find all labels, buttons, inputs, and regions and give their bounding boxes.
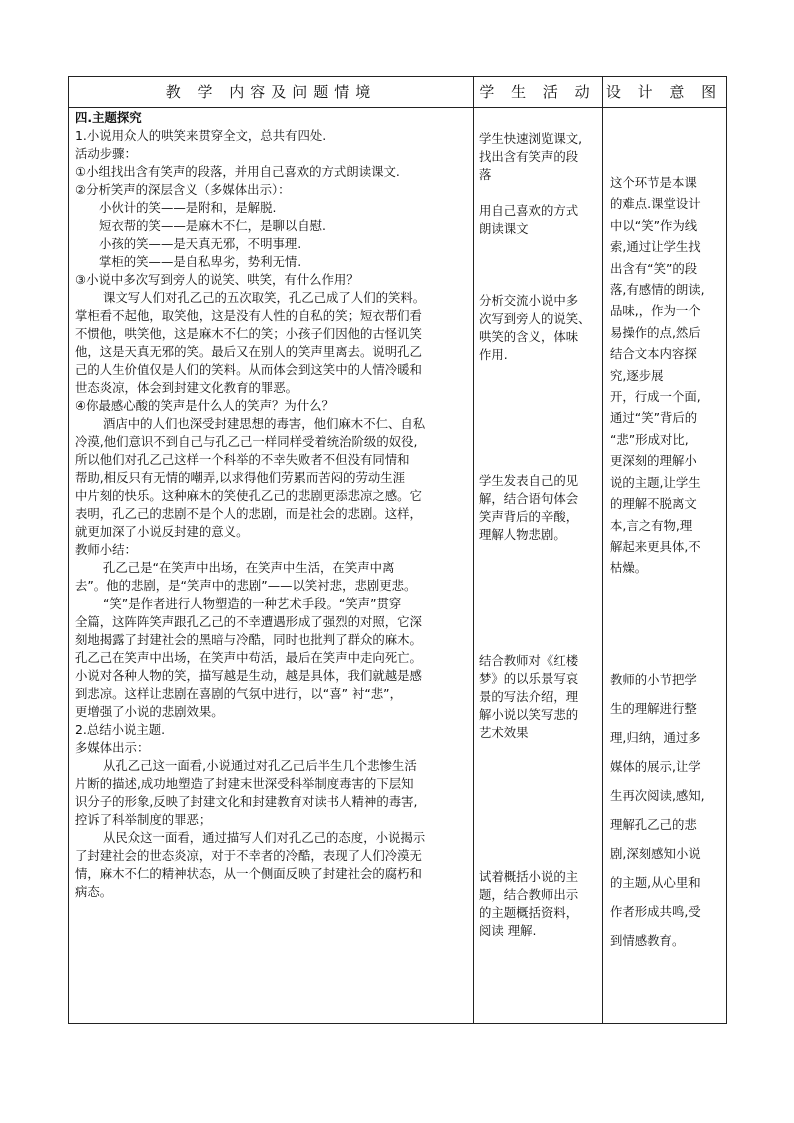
content-line: 教师小结： [75, 542, 137, 557]
content-line: 2.总结小说主题. [75, 722, 166, 737]
design-line: 理,归纳，通过多 [610, 729, 701, 745]
design-line: 剧,深刻感知小说 [610, 845, 701, 861]
content-line: 孔乙己是“在笑声中出场，在笑声中生活，在笑声中离 [103, 560, 395, 575]
design-line: 说的主题,让学生 [610, 474, 701, 490]
design-line: 教师的小节把学 [610, 671, 697, 687]
content-line: “笑”是作者进行人物塑造的一种艺术手段。“笑声”贯穿 [103, 596, 402, 611]
design-line: 结合文本内容探 [610, 346, 697, 362]
activity-line: 作用. [479, 347, 508, 362]
content-line: 更增强了小说的悲剧效果。 [75, 704, 224, 719]
activity-line: 景的写法介绍，理 [479, 689, 579, 704]
activity-line: 结合教师对《红楼 [479, 653, 579, 668]
activity-line: 朗读课文 [479, 221, 529, 236]
lesson-plan-table [68, 76, 727, 1024]
design-line: 这个环节是本课 [610, 175, 697, 190]
content-line: 从孔乙己这一面看,小说通过对孔乙己后半生几个悲惨生活 [103, 758, 417, 773]
content-line: 了封建社会的世态炎凉，对于不幸者的冷酷，表现了人们冷漠无 [75, 848, 422, 863]
content-line: 病态。 [75, 884, 113, 899]
activity-line: 题，结合教师出示 [479, 887, 579, 902]
design-line: 究,逐步展 [610, 367, 664, 383]
content-line: 小伙计的笑——是附和，是解脱. [99, 200, 277, 215]
activity-line: 学生发表自己的见 [479, 473, 579, 488]
header-student-activity: 学 生 活 动 [479, 83, 596, 101]
content-line: 孔乙己在笑声中出场，在笑声中苟活，最后在笑声中走向死亡。 [75, 650, 422, 665]
content-line: 己的人生价值仅是人们的笑料。从而体会到这笑中的人情冷暖和 [75, 362, 422, 377]
design-line: 品味,，作为一个 [610, 303, 701, 319]
content-line: ③小说中多次写到旁人的说笑、哄笑，有什么作用？ [75, 272, 359, 287]
content-line: 不惯他，哄笑他，这是麻木不仁的笑；小孩子们因他的古怪讥笑 [75, 326, 422, 341]
design-line: 的理解不脱离文 [610, 496, 697, 512]
design-line: 易操作的点,然后 [610, 324, 701, 340]
content-line: 片断的描述,成功地塑造了封建末世深受科举制度毒害的下层知 [75, 776, 414, 791]
activity-line: 学生快速浏览课文, [479, 131, 583, 146]
design-line: 的难点.课堂设计 [610, 196, 701, 212]
content-line: 小说对各种人物的笑，描写越是生动，越是具体，我们就越是感 [75, 668, 422, 683]
design-line: 到情感教育。 [610, 932, 685, 948]
activity-line: 次写到旁人的说笑、 [479, 311, 591, 326]
activity-line: 的主题概括资料， [479, 905, 579, 920]
content-line: 短衣帮的笑——是麻木不仁，是聊以自慰. [99, 218, 326, 233]
activity-line: 理解人物悲剧。 [479, 527, 566, 542]
content-line: 多媒体出示： [75, 740, 150, 755]
content-line: 就更加深了小说反封建的意义。 [75, 524, 249, 539]
content-line: 冷漠,他们意识不到自己与孔乙己一样同样受着统治阶级的奴役, [75, 434, 418, 449]
content-line: 他，这是天真无邪的笑。最后又在别人的笑声里离去。说明孔乙 [75, 344, 422, 359]
design-line: 生再次阅读,感知, [610, 787, 705, 803]
design-intent-cell [610, 172, 723, 955]
activity-line: 笑声背后的辛酸， [479, 509, 579, 524]
activity-line: 哄笑的含义，体味 [479, 329, 579, 344]
content-line: 刻地揭露了封建社会的黑暗与冷酷，同时也批判了群众的麻木。 [75, 632, 422, 647]
design-line: 中以“笑”作为线 [610, 217, 698, 233]
student-activity-cell [479, 130, 594, 940]
activity-line: 找出含有笑声的段 [479, 149, 579, 164]
design-line: 出含有“笑”的段 [610, 260, 698, 276]
content-line: 全篇，这阵阵笑声跟孔乙己的不幸遭遇形成了强烈的对照，它深 [75, 614, 422, 629]
content-line: 中片刻的快乐。这种麻木的笑使孔乙己的悲剧更添悲凉之感。它 [75, 488, 422, 503]
content-line: 酒店中的人们也深受封建思想的毒害，他们麻木不仁、自私 [103, 416, 426, 431]
activity-line: 梦》的以乐景写哀 [479, 671, 579, 686]
design-line: 更深刻的理解小 [610, 453, 697, 469]
column-divider [473, 77, 474, 1023]
activity-line: 解小说以笑写悲的 [479, 707, 579, 722]
activity-line: 落 [479, 167, 492, 182]
column-divider [602, 77, 603, 1023]
design-line: 落,有感情的朗读, [610, 282, 705, 298]
design-line: 理解孔乙己的悲 [610, 816, 697, 832]
content-line: 情，麻木不仁的精神状态，从一个侧面反映了封建社会的腐朽和 [75, 866, 422, 881]
activity-line: 阅读 理解. [479, 923, 537, 938]
design-line: “悲”形成对比, [610, 431, 689, 447]
content-line: 世态炎凉，体会到封建文化教育的罪恶。 [75, 380, 299, 395]
activity-line: 解，结合语句体会 [479, 491, 579, 506]
design-line: 枯燥。 [610, 560, 648, 576]
content-line: 控诉了科举制度的罪恶； [75, 812, 212, 827]
design-line: 索,通过让学生找 [610, 239, 701, 255]
design-line: 通过“笑”背后的 [610, 410, 698, 426]
activity-line: 用自己喜欢的方式 [479, 203, 579, 218]
section-title: 四.主题探究 [75, 110, 142, 125]
design-line: 的主题,从心里和 [610, 874, 701, 890]
header-teaching-content: 教 学 内容及问题情境 [165, 83, 377, 101]
design-line: 本,言之有物,理 [610, 517, 693, 533]
content-line: 表明，孔乙己的悲剧不是个人的悲剧，而是社会的悲剧。这样， [75, 506, 422, 521]
content-line: 掌柜的笑——是自私卑劣，势利无情. [99, 254, 302, 269]
content-line: 帮助,相反只有无情的嘲弄,以求得他们劳累而苦闷的劳动生涯 [75, 470, 406, 485]
content-line: ①小组找出含有笑声的段落，并用自己喜欢的方式朗读课文. [75, 164, 400, 179]
content-line: 识分子的形象,反映了封建文化和封建教育对读书人精神的毒害, [75, 794, 418, 809]
content-line: 小孩的笑——是天真无邪，不明事理. [99, 236, 302, 251]
content-line: 课文写人们对孔乙己的五次取笑，孔乙己成了人们的笑料。 [103, 290, 426, 305]
design-line: 解起来更具体,不 [610, 538, 701, 554]
content-line: 1.小说用众人的哄笑来贯穿全文，总共有四处. [75, 128, 327, 143]
design-line: 作者形成共鸣,受 [610, 903, 701, 919]
content-line: 活动步骤： [75, 146, 137, 161]
content-line: 到悲凉。这样让悲剧在喜剧的气氛中进行，以“喜” 衬“悲”， [75, 686, 402, 701]
activity-line: 分析交流小说中多 [479, 293, 579, 308]
design-line: 生的理解进行整 [610, 700, 697, 716]
design-line: 开，行成一个面, [610, 389, 701, 405]
content-line: ②分析笑声的深层含义（多媒体出示）： [75, 182, 291, 197]
content-line: 从民众这一面看，通过描写人们对孔乙己的态度，小说揭示 [103, 830, 426, 845]
header-divider [69, 107, 726, 108]
design-line: 媒体的展示,让学 [610, 758, 701, 774]
content-line: 去”。他的悲剧，是“笑声中的悲剧”——以笑衬悲，悲剧更悲。 [75, 578, 417, 593]
activity-line: 艺术效果 [479, 725, 529, 740]
header-design-intent: 设 计 意 图 [605, 83, 723, 101]
content-line: 所以他们对孔乙己这样一个科举的不幸失败者不但没有同情和 [75, 452, 410, 467]
content-line: 掌柜看不起他，取笑他，这是没有人性的自私的笑；短衣帮们看 [75, 308, 422, 323]
activity-line: 试着概括小说的主 [479, 869, 579, 884]
content-line: ④你最感心酸的笑声是什么人的笑声？为什么？ [75, 398, 334, 413]
teaching-content-cell [75, 109, 473, 901]
